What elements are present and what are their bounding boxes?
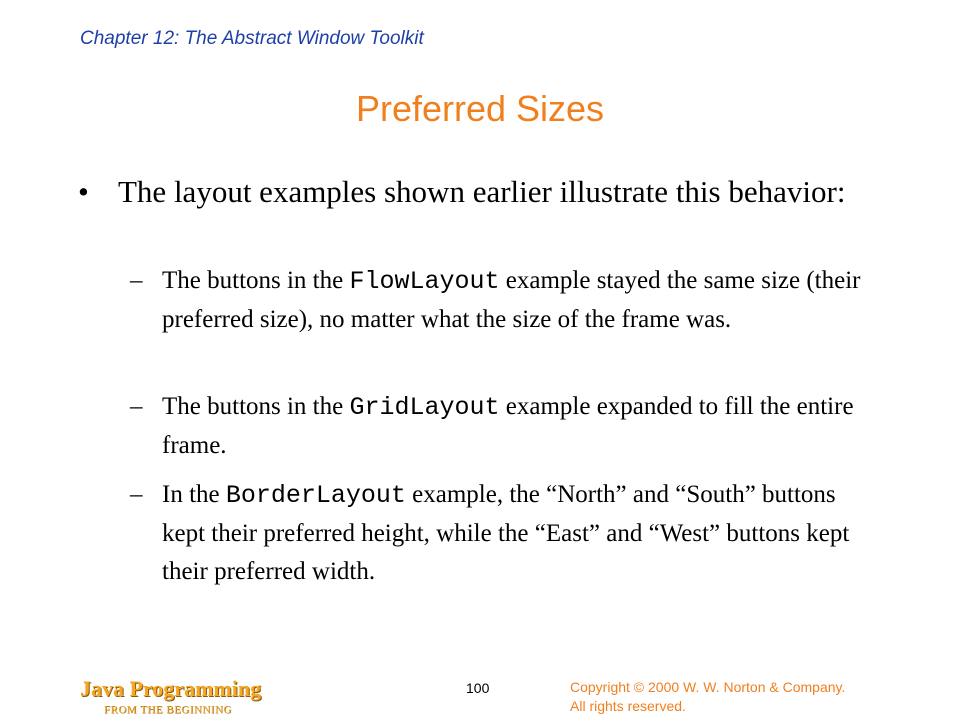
chapter-heading: Chapter 12: The Abstract Window Toolkit [80, 28, 424, 49]
slide-title: Preferred Sizes [355, 88, 605, 129]
sub-bullet-text [162, 262, 870, 339]
text-after: example, the “North” and “South” buttons kept their preferred height, while the “East” and “West” buttons kept their preferred width. [162, 481, 850, 585]
bullet-marker: • [78, 174, 89, 209]
book-logo-title: Java Programming [80, 676, 262, 701]
sub-bullet-gridlayout [130, 388, 870, 465]
copyright-line-2: All rights reserved. [570, 698, 686, 714]
code-term: BorderLayout [225, 481, 406, 510]
sub-bullet-text [162, 476, 870, 591]
sub-bullet-borderlayout [130, 476, 870, 591]
text-before: The buttons in the [162, 393, 350, 420]
code-term: GridLayout [349, 393, 500, 422]
copyright-notice [570, 678, 930, 716]
sub-bullet-marker: – [130, 481, 143, 508]
main-bullet [78, 170, 858, 214]
text-after: example stayed the same size (their preferred size), no matter what the size of the frame was. [162, 267, 861, 333]
sub-bullet-marker: – [130, 267, 143, 294]
page-number: 100 [466, 680, 490, 696]
copyright-line-1: Copyright © 2000 W. W. Norton & Company. [570, 679, 846, 695]
sub-bullet-text [162, 388, 870, 465]
sub-bullet-flowlayout [130, 262, 870, 339]
text-before: In the [162, 481, 226, 508]
book-logo-subtitle: FROM THE BEGINNING [104, 704, 232, 716]
code-term: FlowLayout [349, 267, 500, 296]
sub-bullet-marker: – [130, 393, 143, 420]
bullet-text: The layout examples shown earlier illustrate this behavior: [118, 174, 846, 209]
text-before: The buttons in the [162, 267, 350, 294]
text-after: example expanded to fill the entire frame. [162, 393, 854, 459]
